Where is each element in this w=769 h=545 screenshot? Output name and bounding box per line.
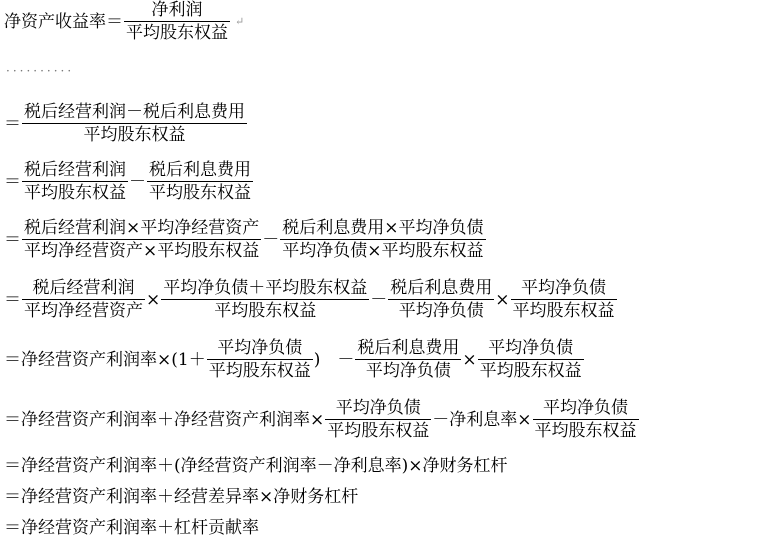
equals-sign: ＝	[4, 171, 21, 192]
fraction	[280, 218, 485, 261]
numerator: 税后利息费用	[357, 338, 460, 358]
formula-line-1	[4, 0, 244, 43]
expression-text: －净利息率×	[432, 409, 532, 430]
equals-sign: ＝	[4, 229, 21, 250]
fraction	[124, 0, 230, 43]
denominator: 平均股东权益	[83, 125, 186, 145]
ellipsis-dots: ··········	[6, 64, 75, 78]
fraction	[22, 102, 247, 145]
times-sign: ×	[146, 289, 161, 310]
numerator: 净利润	[151, 0, 203, 20]
denominator: 平均股东权益	[512, 301, 615, 321]
expression-text: ＝净经营资产利润率＋(净经营资产利润率－净利息率)×净财务杠杆	[4, 456, 508, 476]
numerator: 税后经营利润	[32, 278, 135, 298]
fraction	[478, 338, 584, 381]
denominator: 平均净经营资产	[24, 301, 143, 321]
fraction	[355, 338, 461, 381]
minus-sign: －	[129, 171, 146, 192]
denominator: 平均股东权益	[149, 183, 251, 203]
numerator: 税后利息费用×平均净负债	[282, 218, 484, 238]
minus-sign: －	[370, 289, 388, 310]
denominator: 平均净负债×平均股东权益	[282, 241, 484, 261]
fraction	[388, 278, 494, 321]
fraction	[511, 278, 617, 321]
denominator: 平均股东权益	[24, 183, 126, 203]
formula-line-6	[4, 338, 585, 381]
times-sign: ×	[495, 289, 510, 310]
expression-text: ＝净经营资产利润率＋经营差异率×净财务杠杆	[4, 487, 359, 507]
denominator: 平均净负债	[365, 361, 451, 381]
numerator: 平均净负债＋平均股东权益	[163, 278, 368, 298]
numerator: 税后经营利润	[24, 160, 126, 180]
expression-text: ＝净经营资产利润率×(1＋	[4, 349, 206, 370]
denominator: 平均净负债	[398, 301, 484, 321]
minus-sign: －	[262, 229, 280, 250]
formula-line-3	[4, 160, 254, 203]
formula-line-9	[4, 487, 358, 507]
numerator: 平均净负债	[521, 278, 606, 298]
expression-text: ＝净经营资产利润率＋净经营资产利润率×	[4, 409, 325, 430]
return-mark-icon: ↵	[235, 15, 245, 28]
expression-text: ) －	[313, 349, 355, 370]
formula-line-4	[4, 218, 487, 261]
numerator: 税后利息费用	[149, 160, 251, 180]
fraction	[22, 160, 128, 203]
denominator: 平均股东权益	[214, 301, 317, 321]
equals-sign: ＝	[4, 289, 21, 310]
lhs-text: 净资产收益率＝	[4, 11, 123, 32]
numerator: 平均净负债	[335, 398, 421, 418]
numerator: 平均净负债	[488, 338, 574, 358]
denominator: 平均股东权益	[208, 361, 311, 381]
numerator: 平均净负债	[543, 398, 628, 418]
denominator: 平均股东权益	[479, 361, 582, 381]
numerator: 税后经营利润×平均净经营资产	[24, 218, 260, 238]
fraction	[147, 160, 253, 203]
formula-line-8	[4, 456, 508, 476]
fraction	[22, 218, 261, 261]
formula-line-10	[4, 518, 259, 538]
denominator: 平均股东权益	[534, 421, 637, 441]
formula-line-2	[4, 102, 248, 145]
fraction	[22, 278, 145, 321]
numerator: 税后利息费用	[390, 278, 493, 298]
fraction	[161, 278, 369, 321]
denominator: 平均股东权益	[126, 23, 228, 43]
fraction	[325, 398, 431, 441]
formula-line-7	[4, 398, 640, 441]
denominator: 平均净经营资产×平均股东权益	[24, 241, 260, 261]
fraction	[533, 398, 639, 441]
formula-line-5	[4, 278, 618, 321]
expression-text: ＝净经营资产利润率＋杠杆贡献率	[4, 518, 259, 538]
denominator: 平均股东权益	[327, 421, 430, 441]
times-sign: ×	[462, 349, 477, 370]
equals-sign: ＝	[4, 113, 21, 134]
numerator: 税后经营利润－税后利息费用	[24, 102, 245, 122]
fraction	[207, 338, 313, 381]
numerator: 平均净负债	[217, 338, 303, 358]
